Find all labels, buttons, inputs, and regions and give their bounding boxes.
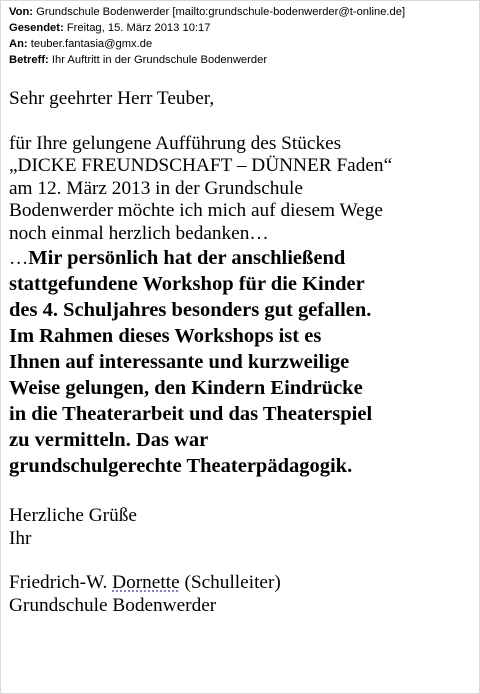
to-value[interactable]: teuber.fantasia@gmx.de <box>30 38 153 50</box>
email-body[interactable] <box>9 88 479 617</box>
signature-name <box>9 572 479 595</box>
header-subject-row <box>9 52 405 68</box>
intro-line: für Ihre gelungene Aufführung des Stückes <box>9 132 342 154</box>
emphasis-line: in die Theaterarbeit und das Theaterspiel <box>9 403 373 425</box>
header-to-row <box>9 36 405 52</box>
intro-line: noch einmal herzlich bedanken… <box>9 222 269 244</box>
emphasis-line-text: Mir persönlich hat der anschließend <box>28 247 346 269</box>
emphasis-line: Im Rahmen dieses Workshops ist es <box>9 325 322 347</box>
intro-line: „DICKE FREUNDSCHAFT – DÜNNER Faden“ <box>9 155 393 176</box>
from-label: Von: <box>9 6 34 18</box>
closing-greeting: Herzliche Grüße <box>9 505 137 526</box>
header-sent-row <box>9 20 405 36</box>
signature-role: (Schulleiter) <box>179 572 281 593</box>
emphasis-line: stattgefundene Workshop für die Kinder <box>9 273 365 295</box>
emphasis-line: grundschulgerechte Theaterpädagogik. <box>9 455 353 477</box>
emphasis-line <box>9 245 479 271</box>
closing-yours: Ihr <box>9 527 32 549</box>
sent-label: Gesendet: <box>9 22 64 34</box>
emphasis-line: des 4. Schuljahres besonders gut gefallen. <box>9 299 372 321</box>
emphasis-line: zu vermitteln. Das war <box>9 429 209 451</box>
header-from-row <box>9 4 405 20</box>
intro-line: am 12. März 2013 in der Grundschule <box>9 177 303 199</box>
emphasis-line: Weise gelungen, den Kindern Eindrücke <box>9 377 363 399</box>
to-label: An: <box>9 38 28 50</box>
subject-value: Ihr Auftritt in der Grundschule Bodenwerder <box>51 54 268 66</box>
salutation: Sehr geehrter Herr Teuber, <box>9 88 215 109</box>
subject-label: Betreff: <box>9 54 49 66</box>
sent-value: Freitag, 15. März 2013 10:17 <box>66 22 211 34</box>
intro-line: Bodenwerder möchte ich mich auf diesem Wege <box>9 200 383 221</box>
from-value[interactable]: Grundschule Bodenwerder [mailto:grundschule-bodenwerder@t-online.de] <box>36 6 406 18</box>
signature-first-name: Friedrich-W. <box>9 572 113 593</box>
email-header <box>9 4 405 68</box>
signature-surname: Dornette <box>112 572 180 593</box>
emphasis-line: Ihnen auf interessante und kurzweilige <box>9 351 350 373</box>
ellipsis-prefix: … <box>9 248 29 269</box>
signature-school: Grundschule Bodenwerder <box>9 594 217 616</box>
